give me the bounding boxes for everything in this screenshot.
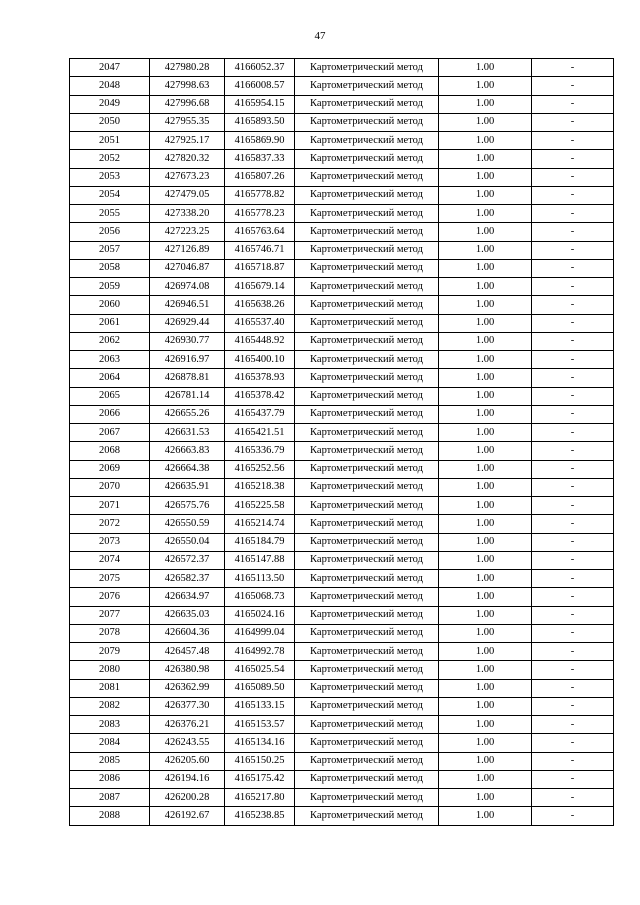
note-cell: - xyxy=(532,588,614,606)
y-coordinate-cell: 4165837.33 xyxy=(225,150,295,168)
x-coordinate-cell: 426634.97 xyxy=(150,588,225,606)
method-cell: Картометрический метод xyxy=(295,259,439,277)
y-coordinate-cell: 4165537.40 xyxy=(225,314,295,332)
x-coordinate-cell: 427338.20 xyxy=(150,205,225,223)
point-number-cell: 2056 xyxy=(70,223,150,241)
method-cell: Картометрический метод xyxy=(295,770,439,788)
y-coordinate-cell: 4165718.87 xyxy=(225,259,295,277)
point-number-cell: 2062 xyxy=(70,332,150,350)
x-coordinate-cell: 426878.81 xyxy=(150,369,225,387)
accuracy-cell: 1.00 xyxy=(439,515,532,533)
x-coordinate-cell: 426929.44 xyxy=(150,314,225,332)
y-coordinate-cell: 4165378.42 xyxy=(225,387,295,405)
method-cell: Картометрический метод xyxy=(295,205,439,223)
x-coordinate-cell: 426930.77 xyxy=(150,332,225,350)
y-coordinate-cell: 4165150.25 xyxy=(225,752,295,770)
note-cell: - xyxy=(532,661,614,679)
y-coordinate-cell: 4165400.10 xyxy=(225,351,295,369)
note-cell: - xyxy=(532,460,614,478)
x-coordinate-cell: 426550.04 xyxy=(150,533,225,551)
accuracy-cell: 1.00 xyxy=(439,186,532,204)
note-cell: - xyxy=(532,734,614,752)
note-cell: - xyxy=(532,770,614,788)
x-coordinate-cell: 426582.37 xyxy=(150,570,225,588)
y-coordinate-cell: 4165763.64 xyxy=(225,223,295,241)
note-cell: - xyxy=(532,278,614,296)
table-row xyxy=(70,405,614,423)
y-coordinate-cell: 4165807.26 xyxy=(225,168,295,186)
y-coordinate-cell: 4165746.71 xyxy=(225,241,295,259)
table-row xyxy=(70,697,614,715)
method-cell: Картометрический метод xyxy=(295,789,439,807)
table-row xyxy=(70,351,614,369)
point-number-cell: 2088 xyxy=(70,807,150,825)
accuracy-cell: 1.00 xyxy=(439,661,532,679)
note-cell: - xyxy=(532,59,614,77)
table-row xyxy=(70,278,614,296)
point-number-cell: 2057 xyxy=(70,241,150,259)
table-row xyxy=(70,77,614,95)
accuracy-cell: 1.00 xyxy=(439,752,532,770)
point-number-cell: 2051 xyxy=(70,132,150,150)
x-coordinate-cell: 427223.25 xyxy=(150,223,225,241)
x-coordinate-cell: 427955.35 xyxy=(150,113,225,131)
table-row xyxy=(70,369,614,387)
y-coordinate-cell: 4165252.56 xyxy=(225,460,295,478)
x-coordinate-cell: 426200.28 xyxy=(150,789,225,807)
point-number-cell: 2065 xyxy=(70,387,150,405)
accuracy-cell: 1.00 xyxy=(439,296,532,314)
x-coordinate-cell: 427126.89 xyxy=(150,241,225,259)
table-row xyxy=(70,478,614,496)
x-coordinate-cell: 426655.26 xyxy=(150,405,225,423)
table-row xyxy=(70,296,614,314)
point-number-cell: 2069 xyxy=(70,460,150,478)
table-row xyxy=(70,789,614,807)
accuracy-cell: 1.00 xyxy=(439,278,532,296)
y-coordinate-cell: 4165421.51 xyxy=(225,424,295,442)
note-cell: - xyxy=(532,716,614,734)
method-cell: Картометрический метод xyxy=(295,588,439,606)
x-coordinate-cell: 426205.60 xyxy=(150,752,225,770)
x-coordinate-cell: 427998.63 xyxy=(150,77,225,95)
table-row xyxy=(70,223,614,241)
point-number-cell: 2075 xyxy=(70,570,150,588)
x-coordinate-cell: 427996.68 xyxy=(150,95,225,113)
accuracy-cell: 1.00 xyxy=(439,387,532,405)
accuracy-cell: 1.00 xyxy=(439,588,532,606)
method-cell: Картометрический метод xyxy=(295,95,439,113)
accuracy-cell: 1.00 xyxy=(439,533,532,551)
method-cell: Картометрический метод xyxy=(295,533,439,551)
table-row xyxy=(70,588,614,606)
point-number-cell: 2066 xyxy=(70,405,150,423)
table-row xyxy=(70,132,614,150)
table-row xyxy=(70,332,614,350)
coordinates-table-body xyxy=(70,59,614,826)
accuracy-cell: 1.00 xyxy=(439,716,532,734)
x-coordinate-cell: 426377.30 xyxy=(150,697,225,715)
method-cell: Картометрический метод xyxy=(295,186,439,204)
note-cell: - xyxy=(532,478,614,496)
note-cell: - xyxy=(532,241,614,259)
y-coordinate-cell: 4165893.50 xyxy=(225,113,295,131)
method-cell: Картометрический метод xyxy=(295,387,439,405)
x-coordinate-cell: 426916.97 xyxy=(150,351,225,369)
note-cell: - xyxy=(532,697,614,715)
accuracy-cell: 1.00 xyxy=(439,59,532,77)
table-row xyxy=(70,186,614,204)
y-coordinate-cell: 4165638.26 xyxy=(225,296,295,314)
note-cell: - xyxy=(532,752,614,770)
point-number-cell: 2082 xyxy=(70,697,150,715)
table-row xyxy=(70,259,614,277)
x-coordinate-cell: 426604.36 xyxy=(150,624,225,642)
point-number-cell: 2050 xyxy=(70,113,150,131)
note-cell: - xyxy=(532,442,614,460)
point-number-cell: 2064 xyxy=(70,369,150,387)
point-number-cell: 2059 xyxy=(70,278,150,296)
table-row xyxy=(70,168,614,186)
method-cell: Картометрический метод xyxy=(295,296,439,314)
table-row xyxy=(70,679,614,697)
note-cell: - xyxy=(532,387,614,405)
page-number: 47 xyxy=(314,30,326,42)
accuracy-cell: 1.00 xyxy=(439,807,532,825)
x-coordinate-cell: 426631.53 xyxy=(150,424,225,442)
table-row xyxy=(70,807,614,825)
accuracy-cell: 1.00 xyxy=(439,223,532,241)
x-coordinate-cell: 426635.91 xyxy=(150,478,225,496)
table-row xyxy=(70,95,614,113)
accuracy-cell: 1.00 xyxy=(439,570,532,588)
y-coordinate-cell: 4165378.93 xyxy=(225,369,295,387)
y-coordinate-cell: 4165134.16 xyxy=(225,734,295,752)
note-cell: - xyxy=(532,515,614,533)
method-cell: Картометрический метод xyxy=(295,59,439,77)
table-row xyxy=(70,442,614,460)
accuracy-cell: 1.00 xyxy=(439,460,532,478)
method-cell: Картометрический метод xyxy=(295,150,439,168)
x-coordinate-cell: 426376.21 xyxy=(150,716,225,734)
accuracy-cell: 1.00 xyxy=(439,424,532,442)
point-number-cell: 2068 xyxy=(70,442,150,460)
accuracy-cell: 1.00 xyxy=(439,442,532,460)
x-coordinate-cell: 426663.83 xyxy=(150,442,225,460)
x-coordinate-cell: 426362.99 xyxy=(150,679,225,697)
note-cell: - xyxy=(532,570,614,588)
y-coordinate-cell: 4165113.50 xyxy=(225,570,295,588)
table-row xyxy=(70,533,614,551)
point-number-cell: 2087 xyxy=(70,789,150,807)
method-cell: Картометрический метод xyxy=(295,716,439,734)
point-number-cell: 2070 xyxy=(70,478,150,496)
note-cell: - xyxy=(532,624,614,642)
x-coordinate-cell: 426664.38 xyxy=(150,460,225,478)
note-cell: - xyxy=(532,132,614,150)
x-coordinate-cell: 426575.76 xyxy=(150,497,225,515)
accuracy-cell: 1.00 xyxy=(439,168,532,186)
x-coordinate-cell: 427925.17 xyxy=(150,132,225,150)
y-coordinate-cell: 4165679.14 xyxy=(225,278,295,296)
method-cell: Картометрический метод xyxy=(295,643,439,661)
table-row xyxy=(70,734,614,752)
table-row xyxy=(70,716,614,734)
y-coordinate-cell: 4165024.16 xyxy=(225,606,295,624)
table-row xyxy=(70,497,614,515)
method-cell: Картометрический метод xyxy=(295,807,439,825)
accuracy-cell: 1.00 xyxy=(439,497,532,515)
y-coordinate-cell: 4165778.23 xyxy=(225,205,295,223)
table-row xyxy=(70,205,614,223)
y-coordinate-cell: 4166052.37 xyxy=(225,59,295,77)
point-number-cell: 2072 xyxy=(70,515,150,533)
accuracy-cell: 1.00 xyxy=(439,734,532,752)
y-coordinate-cell: 4165238.85 xyxy=(225,807,295,825)
point-number-cell: 2054 xyxy=(70,186,150,204)
point-number-cell: 2084 xyxy=(70,734,150,752)
note-cell: - xyxy=(532,533,614,551)
accuracy-cell: 1.00 xyxy=(439,643,532,661)
table-row xyxy=(70,387,614,405)
x-coordinate-cell: 426572.37 xyxy=(150,551,225,569)
method-cell: Картометрический метод xyxy=(295,132,439,150)
method-cell: Картометрический метод xyxy=(295,278,439,296)
note-cell: - xyxy=(532,314,614,332)
table-row xyxy=(70,59,614,77)
table-row xyxy=(70,551,614,569)
method-cell: Картометрический метод xyxy=(295,168,439,186)
y-coordinate-cell: 4165214.74 xyxy=(225,515,295,533)
x-coordinate-cell: 426380.98 xyxy=(150,661,225,679)
point-number-cell: 2048 xyxy=(70,77,150,95)
method-cell: Картометрический метод xyxy=(295,405,439,423)
accuracy-cell: 1.00 xyxy=(439,205,532,223)
y-coordinate-cell: 4165954.15 xyxy=(225,95,295,113)
y-coordinate-cell: 4164999.04 xyxy=(225,624,295,642)
accuracy-cell: 1.00 xyxy=(439,113,532,131)
y-coordinate-cell: 4165869.90 xyxy=(225,132,295,150)
method-cell: Картометрический метод xyxy=(295,570,439,588)
point-number-cell: 2078 xyxy=(70,624,150,642)
accuracy-cell: 1.00 xyxy=(439,132,532,150)
note-cell: - xyxy=(532,789,614,807)
note-cell: - xyxy=(532,186,614,204)
accuracy-cell: 1.00 xyxy=(439,332,532,350)
method-cell: Картометрический метод xyxy=(295,113,439,131)
x-coordinate-cell: 426243.55 xyxy=(150,734,225,752)
x-coordinate-cell: 426457.48 xyxy=(150,643,225,661)
table-row xyxy=(70,661,614,679)
note-cell: - xyxy=(532,332,614,350)
point-number-cell: 2047 xyxy=(70,59,150,77)
point-number-cell: 2085 xyxy=(70,752,150,770)
accuracy-cell: 1.00 xyxy=(439,95,532,113)
note-cell: - xyxy=(532,405,614,423)
x-coordinate-cell: 427980.28 xyxy=(150,59,225,77)
note-cell: - xyxy=(532,223,614,241)
method-cell: Картометрический метод xyxy=(295,332,439,350)
accuracy-cell: 1.00 xyxy=(439,405,532,423)
note-cell: - xyxy=(532,551,614,569)
point-number-cell: 2055 xyxy=(70,205,150,223)
table-row xyxy=(70,752,614,770)
point-number-cell: 2058 xyxy=(70,259,150,277)
y-coordinate-cell: 4165336.79 xyxy=(225,442,295,460)
method-cell: Картометрический метод xyxy=(295,478,439,496)
note-cell: - xyxy=(532,205,614,223)
note-cell: - xyxy=(532,259,614,277)
y-coordinate-cell: 4165025.54 xyxy=(225,661,295,679)
accuracy-cell: 1.00 xyxy=(439,150,532,168)
table-row xyxy=(70,515,614,533)
note-cell: - xyxy=(532,351,614,369)
accuracy-cell: 1.00 xyxy=(439,259,532,277)
method-cell: Картометрический метод xyxy=(295,752,439,770)
point-number-cell: 2077 xyxy=(70,606,150,624)
accuracy-cell: 1.00 xyxy=(439,679,532,697)
y-coordinate-cell: 4165068.73 xyxy=(225,588,295,606)
coordinates-table xyxy=(69,58,614,826)
accuracy-cell: 1.00 xyxy=(439,369,532,387)
y-coordinate-cell: 4165225.58 xyxy=(225,497,295,515)
point-number-cell: 2049 xyxy=(70,95,150,113)
note-cell: - xyxy=(532,606,614,624)
y-coordinate-cell: 4165217.80 xyxy=(225,789,295,807)
point-number-cell: 2061 xyxy=(70,314,150,332)
method-cell: Картометрический метод xyxy=(295,497,439,515)
x-coordinate-cell: 427479.05 xyxy=(150,186,225,204)
y-coordinate-cell: 4165448.92 xyxy=(225,332,295,350)
x-coordinate-cell: 426194.16 xyxy=(150,770,225,788)
accuracy-cell: 1.00 xyxy=(439,770,532,788)
x-coordinate-cell: 426781.14 xyxy=(150,387,225,405)
x-coordinate-cell: 426550.59 xyxy=(150,515,225,533)
y-coordinate-cell: 4165153.57 xyxy=(225,716,295,734)
note-cell: - xyxy=(532,497,614,515)
x-coordinate-cell: 426192.67 xyxy=(150,807,225,825)
method-cell: Картометрический метод xyxy=(295,314,439,332)
method-cell: Картометрический метод xyxy=(295,734,439,752)
x-coordinate-cell: 427046.87 xyxy=(150,259,225,277)
point-number-cell: 2076 xyxy=(70,588,150,606)
point-number-cell: 2074 xyxy=(70,551,150,569)
table-row xyxy=(70,113,614,131)
accuracy-cell: 1.00 xyxy=(439,606,532,624)
method-cell: Картометрический метод xyxy=(295,661,439,679)
point-number-cell: 2079 xyxy=(70,643,150,661)
point-number-cell: 2080 xyxy=(70,661,150,679)
accuracy-cell: 1.00 xyxy=(439,314,532,332)
point-number-cell: 2053 xyxy=(70,168,150,186)
method-cell: Картометрический метод xyxy=(295,424,439,442)
accuracy-cell: 1.00 xyxy=(439,478,532,496)
note-cell: - xyxy=(532,679,614,697)
accuracy-cell: 1.00 xyxy=(439,351,532,369)
y-coordinate-cell: 4165437.79 xyxy=(225,405,295,423)
accuracy-cell: 1.00 xyxy=(439,789,532,807)
method-cell: Картометрический метод xyxy=(295,442,439,460)
point-number-cell: 2083 xyxy=(70,716,150,734)
table-row xyxy=(70,314,614,332)
accuracy-cell: 1.00 xyxy=(439,77,532,95)
point-number-cell: 2067 xyxy=(70,424,150,442)
note-cell: - xyxy=(532,77,614,95)
y-coordinate-cell: 4165175.42 xyxy=(225,770,295,788)
table-row xyxy=(70,150,614,168)
x-coordinate-cell: 427820.32 xyxy=(150,150,225,168)
point-number-cell: 2081 xyxy=(70,679,150,697)
table-row xyxy=(70,606,614,624)
method-cell: Картометрический метод xyxy=(295,515,439,533)
x-coordinate-cell: 426946.51 xyxy=(150,296,225,314)
method-cell: Картометрический метод xyxy=(295,369,439,387)
note-cell: - xyxy=(532,95,614,113)
y-coordinate-cell: 4165184.79 xyxy=(225,533,295,551)
table-row xyxy=(70,643,614,661)
point-number-cell: 2071 xyxy=(70,497,150,515)
table-row xyxy=(70,424,614,442)
accuracy-cell: 1.00 xyxy=(439,624,532,642)
note-cell: - xyxy=(532,168,614,186)
accuracy-cell: 1.00 xyxy=(439,697,532,715)
point-number-cell: 2086 xyxy=(70,770,150,788)
method-cell: Картометрический метод xyxy=(295,697,439,715)
y-coordinate-cell: 4166008.57 xyxy=(225,77,295,95)
point-number-cell: 2052 xyxy=(70,150,150,168)
table-row xyxy=(70,624,614,642)
method-cell: Картометрический метод xyxy=(295,624,439,642)
note-cell: - xyxy=(532,296,614,314)
table-row xyxy=(70,570,614,588)
method-cell: Картометрический метод xyxy=(295,351,439,369)
note-cell: - xyxy=(532,424,614,442)
method-cell: Картометрический метод xyxy=(295,77,439,95)
accuracy-cell: 1.00 xyxy=(439,241,532,259)
table-row xyxy=(70,770,614,788)
method-cell: Картометрический метод xyxy=(295,460,439,478)
x-coordinate-cell: 427673.23 xyxy=(150,168,225,186)
y-coordinate-cell: 4165133.15 xyxy=(225,697,295,715)
method-cell: Картометрический метод xyxy=(295,679,439,697)
point-number-cell: 2073 xyxy=(70,533,150,551)
accuracy-cell: 1.00 xyxy=(439,551,532,569)
y-coordinate-cell: 4165778.82 xyxy=(225,186,295,204)
note-cell: - xyxy=(532,643,614,661)
table-row xyxy=(70,460,614,478)
point-number-cell: 2063 xyxy=(70,351,150,369)
note-cell: - xyxy=(532,807,614,825)
note-cell: - xyxy=(532,113,614,131)
method-cell: Картометрический метод xyxy=(295,606,439,624)
note-cell: - xyxy=(532,369,614,387)
table-row xyxy=(70,241,614,259)
y-coordinate-cell: 4165089.50 xyxy=(225,679,295,697)
point-number-cell: 2060 xyxy=(70,296,150,314)
y-coordinate-cell: 4164992.78 xyxy=(225,643,295,661)
method-cell: Картометрический метод xyxy=(295,551,439,569)
note-cell: - xyxy=(532,150,614,168)
method-cell: Картометрический метод xyxy=(295,223,439,241)
y-coordinate-cell: 4165218.38 xyxy=(225,478,295,496)
y-coordinate-cell: 4165147.88 xyxy=(225,551,295,569)
x-coordinate-cell: 426635.03 xyxy=(150,606,225,624)
method-cell: Картометрический метод xyxy=(295,241,439,259)
x-coordinate-cell: 426974.08 xyxy=(150,278,225,296)
